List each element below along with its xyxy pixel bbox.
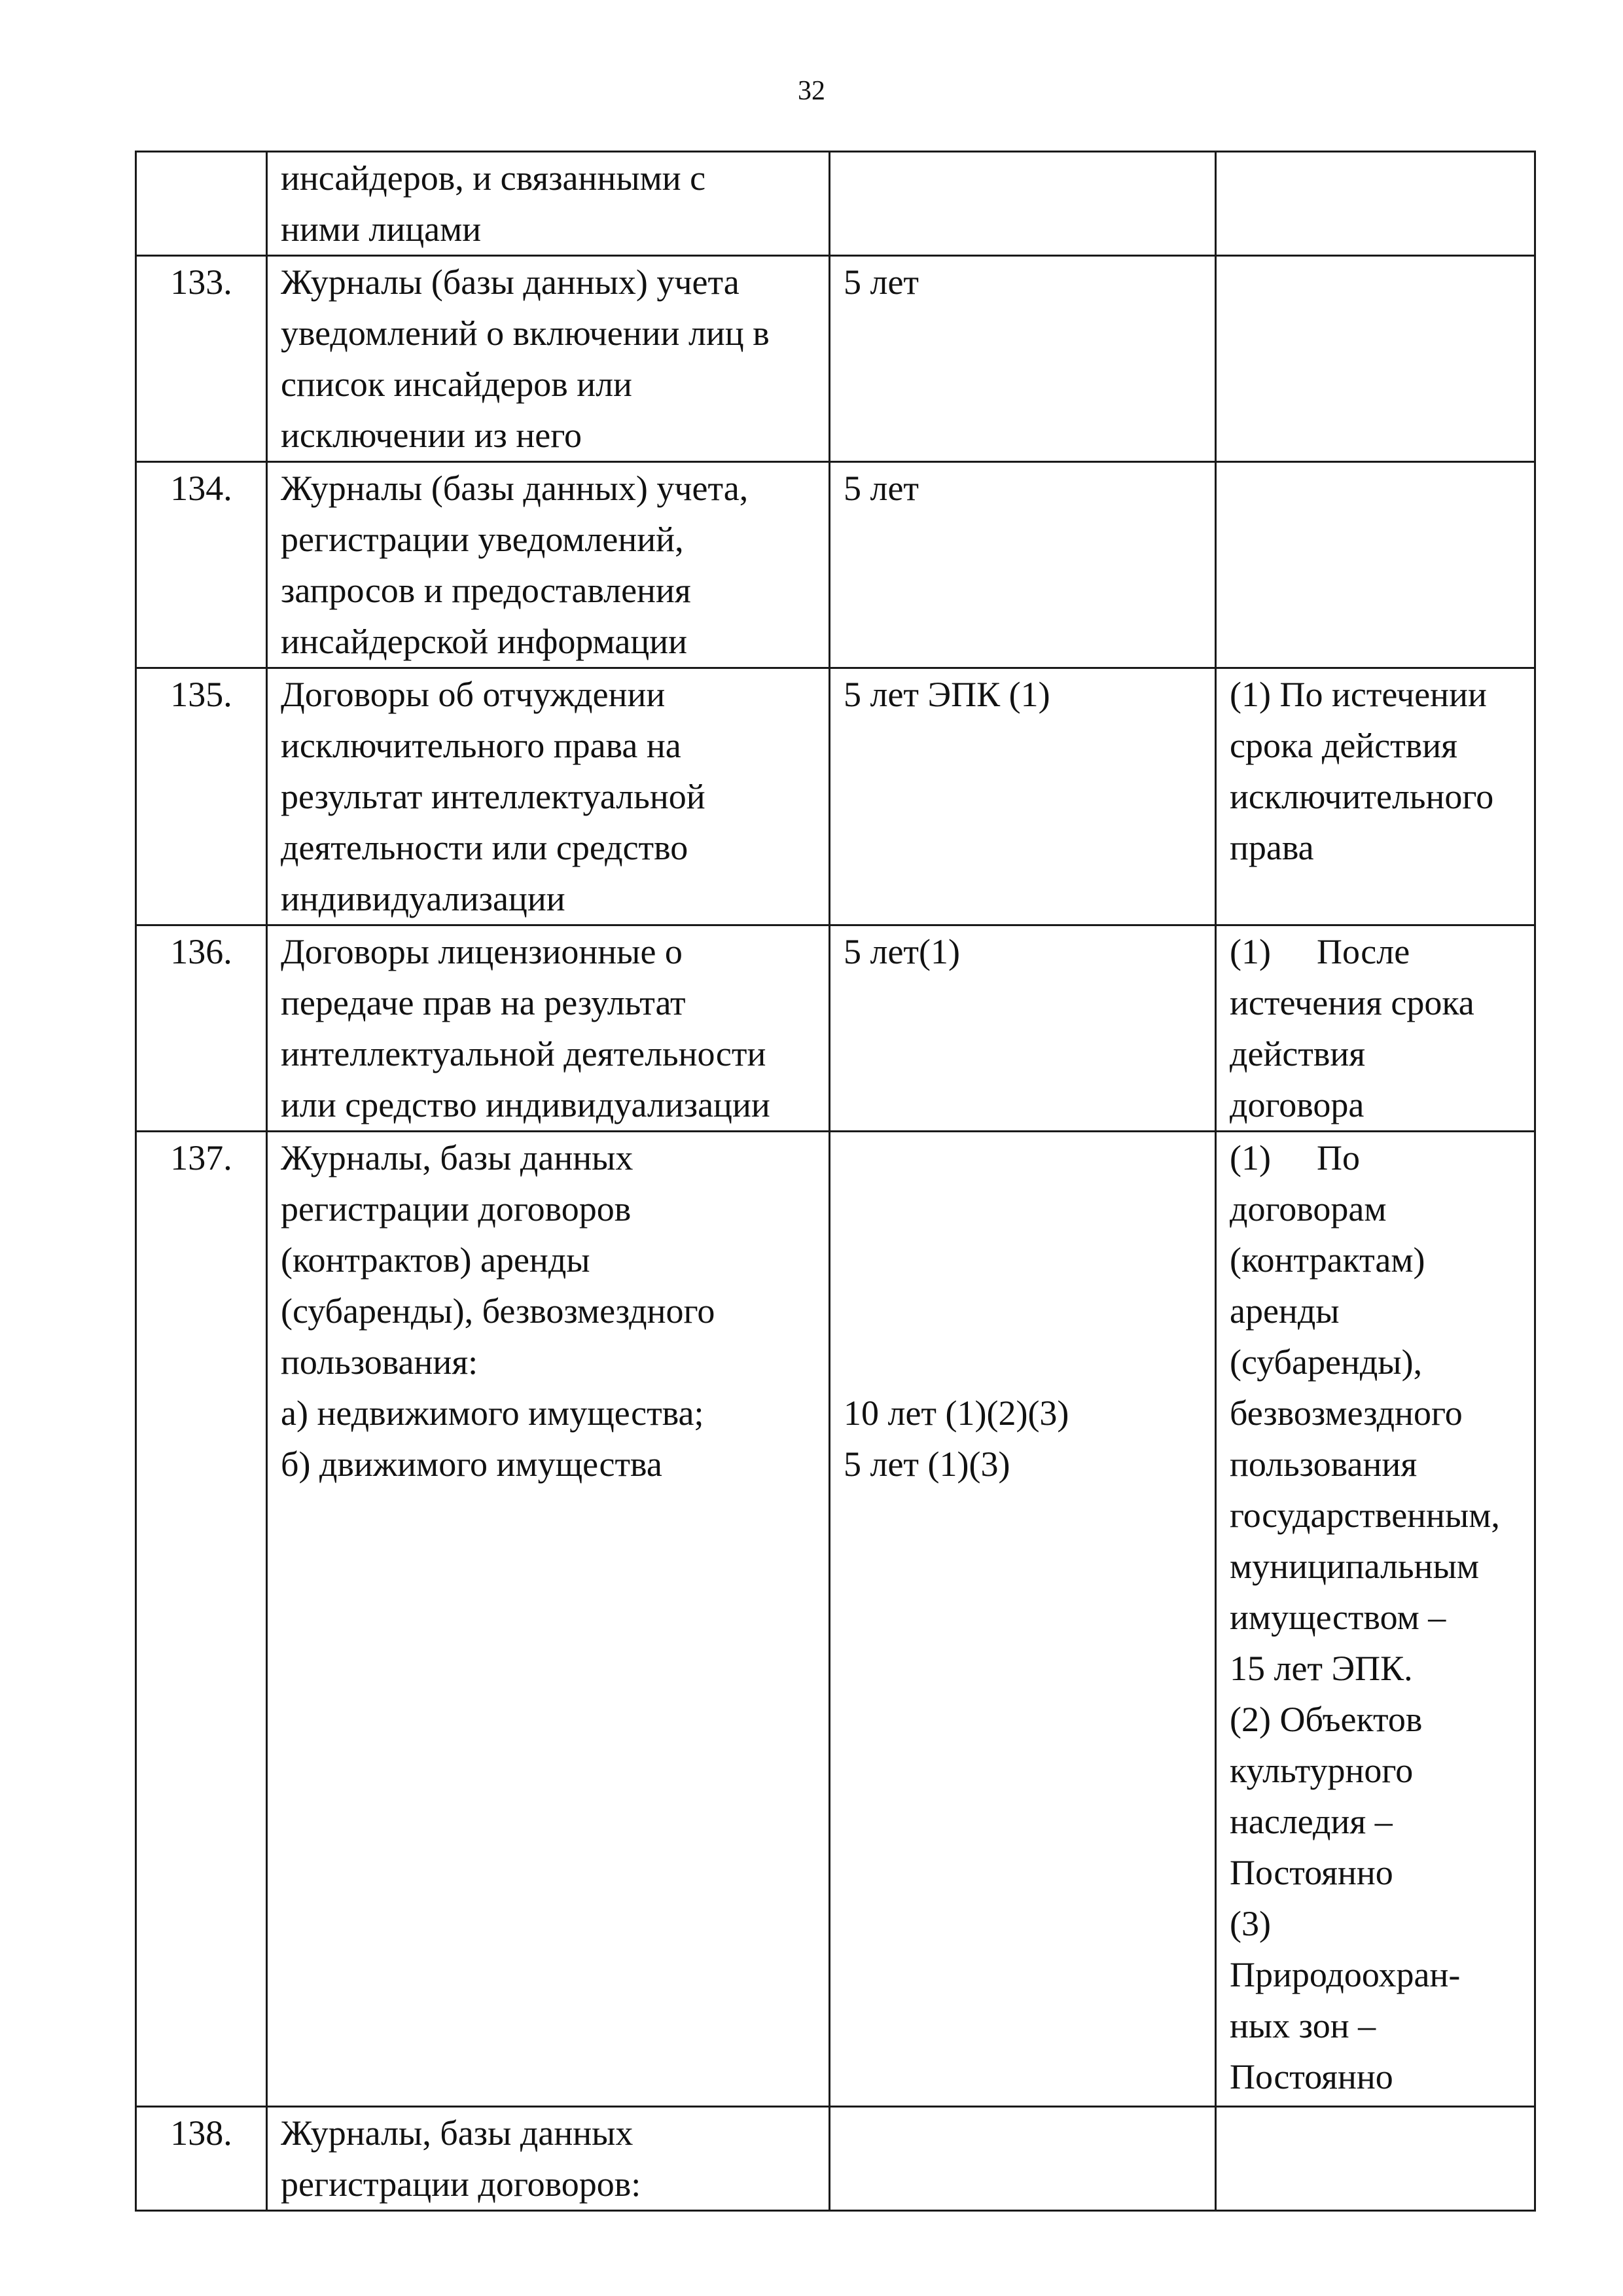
text-line: регистрации уведомлений, — [281, 520, 684, 559]
text-line: запросов и предоставления — [281, 571, 691, 610]
text-line: 5 лет ЭПК (1) — [844, 675, 1050, 714]
notes — [1216, 1132, 1535, 2107]
text-line: Договоры лицензионные о — [281, 932, 683, 971]
text-line: права — [1230, 828, 1314, 867]
retention-term — [830, 256, 1216, 462]
table-row — [136, 925, 1535, 1132]
row-number: 138. — [136, 2107, 267, 2211]
retention-term — [830, 152, 1216, 256]
table-row — [136, 152, 1535, 256]
text-line: 10 лет (1)(2)(3) — [844, 1393, 1069, 1433]
text-line: инсайдеров, и связанными с — [281, 158, 706, 198]
table-row — [136, 462, 1535, 668]
text-line: действия — [1230, 1034, 1366, 1073]
text-line: инсайдерской информации — [281, 622, 688, 661]
row-number: 133. — [136, 256, 267, 462]
text-line: (1) По истечении — [1230, 675, 1487, 714]
table-row — [136, 1132, 1535, 2107]
text-line: Постоянно — [1230, 2057, 1393, 2096]
text-line: деятельности или средство — [281, 828, 688, 867]
text-line: интеллектуальной деятельности — [281, 1034, 766, 1073]
text-line: исключительного права на — [281, 726, 681, 765]
text-line: Журналы, базы данных — [281, 2113, 633, 2153]
text-line: а) недвижимого имущества; — [281, 1393, 704, 1433]
retention-term — [830, 668, 1216, 925]
row-number: 136. — [136, 925, 267, 1132]
text-line: 5 лет(1) — [844, 932, 960, 971]
text-line: 5 лет — [844, 469, 919, 508]
text-line: регистрации договоров: — [281, 2164, 641, 2204]
text-line: индивидуализации — [281, 879, 565, 918]
text-line: имуществом – — [1230, 1598, 1446, 1637]
text-line: Журналы, базы данных — [281, 1138, 633, 1177]
text-line: (2) Объектов — [1230, 1700, 1423, 1739]
text-line: 5 лет (1)(3) — [844, 1444, 1010, 1484]
document-title — [267, 256, 830, 462]
row-number: 134. — [136, 462, 267, 668]
text-line: ними лицами — [281, 209, 482, 249]
document-title — [267, 462, 830, 668]
text-line: Журналы (базы данных) учета — [281, 262, 740, 302]
page-number: 32 — [798, 76, 825, 106]
retention-term — [830, 1132, 1216, 2107]
notes — [1216, 152, 1535, 256]
text-line: (контрактов) аренды — [281, 1240, 590, 1280]
text-line: государственным, — [1230, 1496, 1500, 1535]
note-marker: (1) — [1230, 932, 1271, 971]
notes — [1216, 668, 1535, 925]
notes — [1216, 925, 1535, 1132]
document-title — [267, 2107, 830, 2211]
text-line: наследия – — [1230, 1802, 1393, 1841]
text-line: срока действия — [1230, 726, 1457, 765]
document-title — [267, 1132, 830, 2107]
document-title — [267, 152, 830, 256]
note-first-line — [1230, 1132, 1527, 1183]
text-line: безвозмездного — [1230, 1393, 1463, 1433]
text-line: истечения срока — [1230, 983, 1474, 1022]
row-number: 135. — [136, 668, 267, 925]
text-line: договорам — [1230, 1189, 1387, 1229]
retention-term — [830, 2107, 1216, 2211]
note-marker-text: После — [1316, 932, 1410, 971]
notes — [1216, 2107, 1535, 2211]
text-line: 15 лет ЭПК. — [1230, 1649, 1413, 1688]
row-number: 137. — [136, 1132, 267, 2107]
row-number — [136, 152, 267, 256]
text-line: культурного — [1230, 1751, 1414, 1790]
text-line: (3) — [1230, 1904, 1271, 1943]
text-line: договора — [1230, 1085, 1364, 1124]
text-line: (контрактам) — [1230, 1240, 1425, 1280]
text-line: исключении из него — [281, 416, 582, 455]
text-line: (субаренды), безвозмездного — [281, 1291, 715, 1331]
text-line: Договоры об отчуждении — [281, 675, 666, 714]
text-line: исключительного — [1230, 777, 1494, 816]
text-line: б) движимого имущества — [281, 1444, 662, 1484]
text-line: или средство индивидуализации — [281, 1085, 770, 1124]
table-row — [136, 2107, 1535, 2211]
notes — [1216, 256, 1535, 462]
note-first-line — [1230, 926, 1527, 977]
text-line: результат интеллектуальной — [281, 777, 705, 816]
text-line: регистрации договоров — [281, 1189, 632, 1229]
text-line: пользования — [1230, 1444, 1418, 1484]
document-title — [267, 925, 830, 1132]
text-line: (субаренды), — [1230, 1342, 1423, 1382]
text-line: Природоохран- — [1230, 1955, 1461, 1994]
text-line: муниципальным — [1230, 1547, 1480, 1586]
text-line: передаче прав на результат — [281, 983, 686, 1022]
note-marker: (1) — [1230, 1138, 1271, 1177]
text-line: аренды — [1230, 1291, 1340, 1331]
text-line: ных зон – — [1230, 2006, 1376, 2045]
document-title — [267, 668, 830, 925]
text-line: Постоянно — [1230, 1853, 1393, 1892]
table-row — [136, 256, 1535, 462]
records-retention-table — [135, 151, 1536, 2212]
text-line: список инсайдеров или — [281, 365, 632, 404]
retention-term — [830, 462, 1216, 668]
notes — [1216, 462, 1535, 668]
table-row — [136, 668, 1535, 925]
text-line: 5 лет — [844, 262, 919, 302]
text-line: Журналы (базы данных) учета, — [281, 469, 749, 508]
text-line: пользования: — [281, 1342, 478, 1382]
note-marker-text: По — [1316, 1138, 1360, 1177]
retention-term — [830, 925, 1216, 1132]
text-line: уведомлений о включении лиц в — [281, 314, 770, 353]
